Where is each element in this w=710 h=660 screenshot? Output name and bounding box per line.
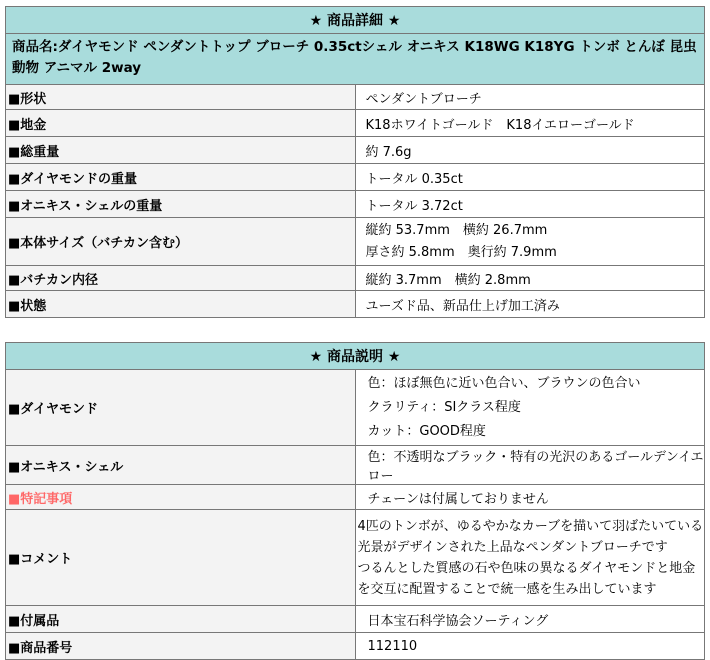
accessories-label: ■付属品 xyxy=(6,606,356,633)
product-number-label: ■商品番号 xyxy=(6,633,356,660)
comment-value xyxy=(355,510,705,606)
size-label: ■本体サイズ（バチカン含む） xyxy=(6,218,356,266)
diamond-clarity: クラリティ：SIクラス程度 xyxy=(367,399,521,415)
description-table xyxy=(5,342,705,660)
condition-value: ユーズド品、新品仕上げ加工済み xyxy=(355,291,705,318)
shape-label: ■形状 xyxy=(6,85,356,110)
accessories-value: 日本宝石科学協会ソーティング xyxy=(355,606,705,633)
product-number-value: 112110 xyxy=(355,633,705,660)
details-header: ★ 商品詳細 ★ xyxy=(6,7,705,34)
comment-line-1: 4匹のトンボが、ゆるやかなカーブを描いて羽ばたいている光景がデザインされた上品なペンダントブローチです xyxy=(357,518,704,555)
shape-value: ペンダントブローチ xyxy=(355,85,705,110)
size-line-1: 縦約 53.7mm 横約 26.7mm xyxy=(365,222,548,238)
diamond-weight-label: ■ダイヤモンドの重量 xyxy=(6,164,356,191)
onyx-label: ■オニキス・シェル xyxy=(6,446,356,485)
bail-label: ■バチカン内径 xyxy=(6,266,356,291)
size-value xyxy=(355,218,705,266)
metal-value: K18ホワイトゴールド K18イエローゴールド xyxy=(355,110,705,137)
special-notes-value: チェーンは付属しておりません xyxy=(355,485,705,510)
total-weight-value: 約 7.6g xyxy=(355,137,705,164)
condition-label: ■状態 xyxy=(6,291,356,318)
onyx-weight-value: トータル 3.72ct xyxy=(355,191,705,218)
comment-label: ■コメント xyxy=(6,510,356,606)
onyx-value: 色：不透明なブラック・特有の光沢のあるゴールデンイエロー xyxy=(355,446,705,485)
comment-line-2: つるんとした質感の石や色味の異なるダイヤモンドと地金を交互に配置することで統一感を生み出しています xyxy=(357,560,696,597)
diamond-cut: カット：GOOD程度 xyxy=(367,423,486,439)
description-header: ★ 商品説明 ★ xyxy=(6,343,705,370)
metal-label: ■地金 xyxy=(6,110,356,137)
diamond-label: ■ダイヤモンド xyxy=(6,370,356,446)
diamond-color: 色：ほぼ無色に近い色合い、ブラウンの色合い xyxy=(367,375,641,391)
bail-value: 縦約 3.7mm 横約 2.8mm xyxy=(355,266,705,291)
diamond-weight-value: トータル 0.35ct xyxy=(355,164,705,191)
product-title: 商品名:ダイヤモンド ペンダントトップ ブローチ 0.35ctシェル オニキス K18WG K18YG トンボ とんぼ 昆虫 動物 アニマル 2way xyxy=(6,34,705,85)
details-table xyxy=(5,6,705,318)
onyx-weight-label: ■オニキス・シェルの重量 xyxy=(6,191,356,218)
total-weight-label: ■総重量 xyxy=(6,137,356,164)
size-line-2: 厚さ約 5.8mm 奥行約 7.9mm xyxy=(365,244,557,260)
special-notes-label: ■特記事項 xyxy=(6,485,356,510)
diamond-value xyxy=(355,370,705,446)
